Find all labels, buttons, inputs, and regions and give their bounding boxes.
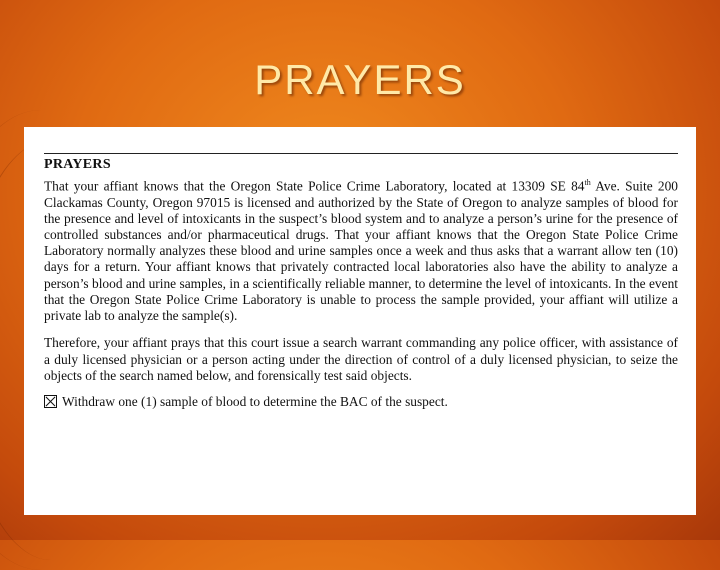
checkbox-item [44,394,678,410]
document-paragraph-1 [44,175,678,324]
slide-title: PRAYERS [254,56,466,103]
document-heading: PRAYERS [44,157,111,172]
document-paragraph-2: Therefore, your affiant prays that this court issue a search warrant commanding any police officer, with assistance of a duly licensed physician or a person acting under the direction of control of a duly licensed physician, to seize the objects of the search named below, and forensically test said objects. [44,335,678,383]
document-divider [44,153,678,154]
paragraph-1-text-b: Ave. Suite 200 Clackamas County, Oregon 97015 is licensed and authorized by the State of Oregon to analyze samples of blood for the presence and level of intoxicants in the suspect’s blood system and to analyze a person’s urine for the presence of controlled substances and/or pharmaceutical drugs. That your affiant knows that the Oregon State Police Crime Laboratory normally analyzes these blood and urine samples once a week and thus asks that a warrant allow ten (10) days for a return. Your affiant knows that privately contracted local laboratories also have the ability to analyze a person’s blood and urine samples, in a scientifically reliable manner, to determine the level of intoxicants. In the event that the Oregon State Police Crime Laboratory is unable to process the sample provided, your affiant will utilize a private lab to analyze the sample(s). [44,178,678,324]
checkbox-item-label: Withdraw one (1) sample of blood to determine the BAC of the suspect. [62,393,448,409]
ordinal-suffix: th [584,178,591,187]
checked-box-icon [44,395,57,408]
paragraph-1-text-a: That your affiant knows that the Oregon State Police Crime Laboratory, located at 13309 SE 84 [44,178,585,194]
document-image [24,127,696,515]
